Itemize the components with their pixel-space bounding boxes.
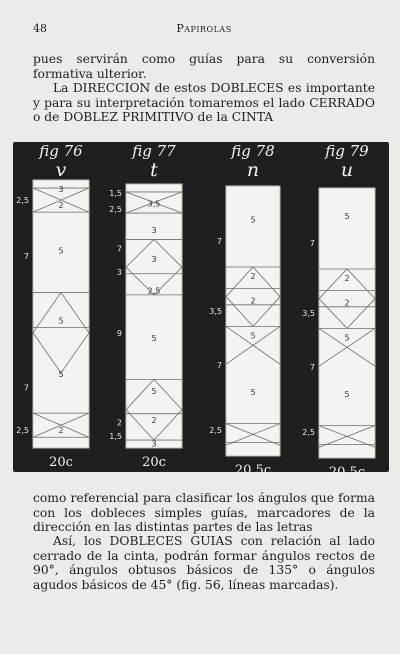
measure-label: 3,5	[302, 309, 315, 319]
folding-strips-figure	[13, 142, 389, 480]
length-label: 20,5c	[328, 465, 366, 480]
length-label: 20,5c	[234, 463, 272, 478]
page-header	[33, 22, 375, 36]
measure-label: 5	[151, 334, 157, 344]
figure-label: fig 76	[39, 142, 83, 160]
measure-label: 2,5	[302, 428, 315, 437]
letter-label: n	[246, 159, 260, 181]
paragraph-direction: La DIRECCION de estos DOBLECES es importante y para su interpretación tomaremos el lado CERRADO o de DOBLEZ PRIMITIVO de la CINTA	[33, 81, 375, 124]
measure-label: 2,5	[147, 286, 161, 296]
figure-label: fig 78	[231, 142, 275, 160]
measure-label: 3,5	[147, 199, 161, 209]
measure-label: 5	[250, 388, 256, 398]
paragraph-guide-folds: Así, los DOBLECES GUIAS con relación al lado cerrado de la cinta, podrán formar ángulos rectos de 90°, ángulos obtusos básicos de 135° o ángulos agudos básicos de 45° (fig. 56, líneas marcadas).	[33, 534, 375, 592]
measure-label: 1,5	[109, 188, 122, 198]
paper-strip	[33, 180, 89, 448]
figure-label: fig 77	[132, 142, 176, 160]
measure-label: 2	[250, 296, 256, 306]
measure-label: 5	[151, 386, 157, 396]
measure-label: 5	[58, 246, 64, 256]
measure-label: 2	[344, 298, 350, 308]
measure-label: 9	[116, 328, 122, 338]
measure-label: 5	[58, 316, 64, 326]
measure-label: 2,5	[209, 426, 222, 435]
measure-label: 2	[116, 418, 122, 428]
measure-label: 7	[23, 383, 29, 393]
measure-label: 3	[151, 439, 157, 449]
measure-label: 2	[58, 201, 64, 211]
length-label: 20c	[142, 455, 166, 470]
paragraph-continuation: pues servirán como guías para su conversión formativa ulterior.	[33, 52, 375, 81]
figure-drawing	[13, 142, 389, 480]
running-title: Papirolas	[176, 22, 232, 35]
letter-label: v	[55, 159, 67, 181]
measure-label: 2,5	[16, 195, 29, 205]
paragraph-reference: como referencial para clasificar los ángulos que forma con los dobleces simples guías, marcadores de la dirección en las distintas partes de las letras	[33, 491, 375, 534]
page-number: 48	[33, 22, 47, 35]
measure-label: 7	[116, 244, 122, 254]
paper-strip	[226, 186, 280, 456]
paper-strip	[126, 184, 182, 448]
measure-label: 3,5	[209, 307, 222, 317]
measure-label: 5	[250, 215, 256, 225]
measure-label: 2	[250, 272, 256, 282]
measure-label: 5	[344, 212, 350, 221]
measure-label: 2,5	[16, 426, 29, 436]
measure-label: 2	[151, 415, 157, 425]
measure-label: 5	[344, 390, 350, 400]
measure-label: 5	[250, 331, 256, 341]
letter-label: u	[340, 159, 354, 181]
letter-label: t	[150, 159, 158, 181]
measure-label: 3	[151, 225, 157, 235]
measure-label: 3	[58, 185, 64, 195]
measure-label: 7	[216, 237, 222, 246]
measure-label: 7	[309, 239, 315, 248]
measure-label: 3	[151, 254, 157, 264]
measure-label: 1,5	[109, 431, 122, 441]
measure-label: 2,5	[109, 204, 122, 214]
length-label: 20c	[49, 455, 73, 470]
measure-label: 3	[116, 268, 122, 278]
measure-label: 5	[344, 333, 350, 343]
measure-label: 2	[58, 426, 64, 436]
measure-label: 7	[216, 361, 222, 371]
paper-strip	[319, 188, 375, 458]
measure-label: 5	[58, 369, 64, 379]
figure-label: fig 79	[325, 142, 369, 160]
measure-label: 7	[309, 363, 315, 373]
measure-label: 2	[344, 274, 350, 284]
measure-label: 7	[23, 252, 29, 262]
